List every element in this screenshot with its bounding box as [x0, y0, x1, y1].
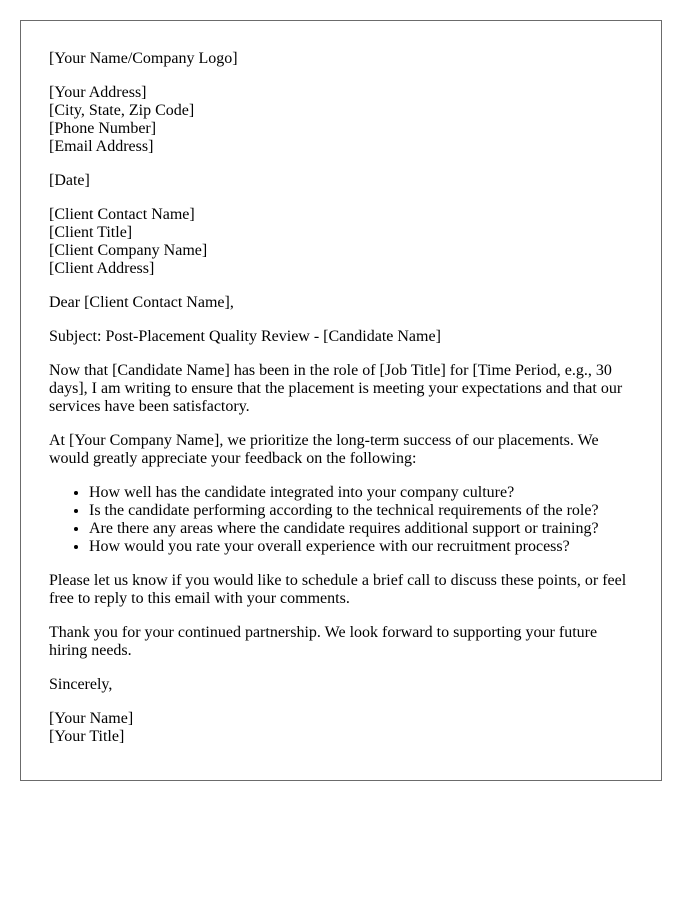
sender-address-block — [49, 84, 633, 156]
letter-date: [Date] — [49, 172, 90, 189]
recipient-contact-name: [Client Contact Name] — [49, 206, 195, 223]
body-paragraph-4: Thank you for your continued partnership. We look forward to supporting your future hiring needs. — [49, 624, 598, 659]
feedback-questions-list — [49, 484, 633, 556]
subject-line: Subject: Post-Placement Quality Review - [Candidate Name] — [49, 328, 441, 345]
recipient-title: [Client Title] — [49, 224, 133, 241]
list-item: • Is the candidate performing according to the technical requirements of the role? — [89, 502, 633, 520]
recipient-block — [49, 206, 633, 278]
body-paragraph-2: At [Your Company Name], we prioritize the long-term success of our placements. We would greatly appreciate your feedback on the following: — [49, 432, 599, 467]
signature-block — [49, 710, 633, 746]
signature-title: [Your Title] — [49, 728, 125, 745]
closing: Sincerely, — [49, 676, 113, 693]
sender-email: [Email Address] — [49, 138, 154, 155]
letter-page — [20, 20, 662, 781]
list-item: • How would you rate your overall experience with our recruitment process? — [89, 538, 633, 556]
sender-city-state-zip: [City, State, Zip Code] — [49, 102, 195, 119]
date-block — [49, 172, 633, 190]
list-item: • How well has the candidate integrated into your company culture? — [89, 484, 633, 502]
signature-name: [Your Name] — [49, 710, 134, 727]
salutation: Dear [Client Contact Name], — [49, 294, 234, 311]
body-paragraph-1: Now that [Candidate Name] has been in the role of [Job Title] for [Time Period, e.g., 30 days], I am writing to ensure that the placement is meeting your expectations and that our services have been satisfactory. — [49, 362, 623, 415]
sender-phone: [Phone Number] — [49, 120, 157, 137]
body-paragraph-3: Please let us know if you would like to schedule a brief call to discuss these points, or feel free to reply to this email with your comments. — [49, 572, 627, 607]
recipient-address: [Client Address] — [49, 260, 155, 277]
sender-logo-block — [49, 50, 633, 68]
sender-name-logo: [Your Name/Company Logo] — [49, 50, 238, 67]
recipient-company: [Client Company Name] — [49, 242, 208, 259]
sender-address: [Your Address] — [49, 84, 147, 101]
list-item: • Are there any areas where the candidate requires additional support or training? — [89, 520, 633, 538]
